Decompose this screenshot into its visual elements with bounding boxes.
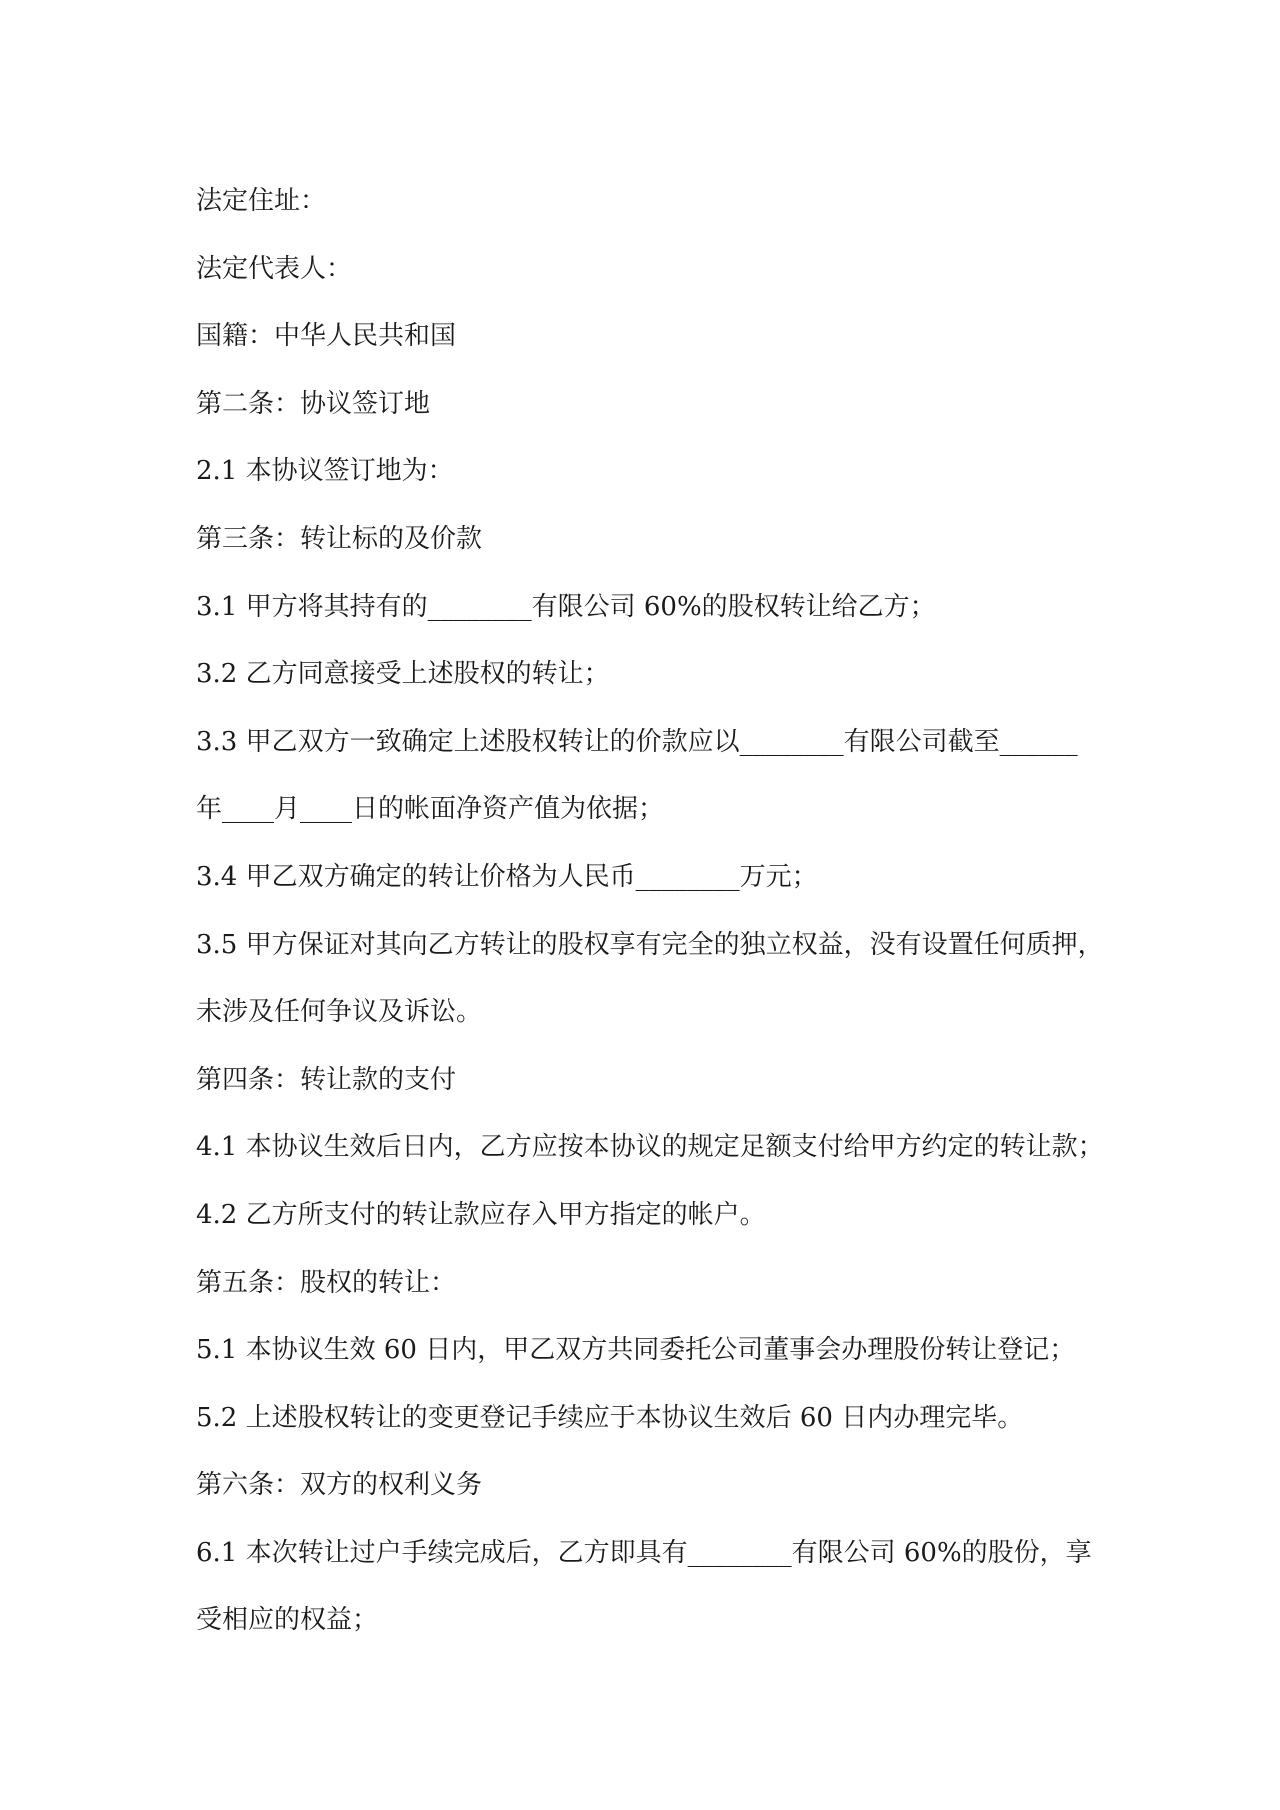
article-heading-6: 第六条：双方的权利义务	[196, 1470, 483, 1501]
document-body	[196, 168, 1104, 1655]
clause-3-3: 3.3 甲乙双方一致确定上述股权转让的价款应以________有限公司截至______	[196, 726, 1078, 757]
text-line-legal-address: 法定住址：	[196, 186, 327, 216]
article-heading-4: 第四条：转让款的支付	[196, 1064, 457, 1095]
clause-4-1: 4.1 本协议生效后日内，乙方应按本协议的规定足额支付给甲方约定的转让款；	[196, 1132, 1104, 1163]
clause-4-2: 4.2 乙方所支付的转让款应存入甲方指定的帐户。	[196, 1199, 766, 1230]
clause-3-5: 3.5 甲方保证对其向乙方转让的股权享有完全的独立权益，没有设置任何质押，	[196, 929, 1104, 960]
clause-2-1: 2.1 本协议签订地为：	[196, 456, 454, 487]
clause-3-4: 3.4 甲乙双方确定的转让价格为人民币________万元；	[196, 861, 818, 892]
clause-6-1: 6.1 本次转让过户手续完成后，乙方即具有________有限公司 60%的股份，享	[196, 1537, 1092, 1568]
clause-3-1: 3.1 甲方将其持有的________有限公司 60%的股权转让给乙方；	[196, 591, 936, 622]
clause-6-1-continued: 受相应的权益；	[196, 1605, 379, 1636]
clause-3-5-continued: 未涉及任何争议及诉讼。	[196, 997, 483, 1028]
text-line-legal-representative: 法定代表人：	[196, 253, 353, 284]
clause-3-2: 3.2 乙方同意接受上述股权的转让；	[196, 659, 610, 690]
clause-5-1: 5.1 本协议生效 60 日内，甲乙双方共同委托公司董事会办理股份转让登记；	[196, 1335, 1076, 1366]
clause-5-2: 5.2 上述股权转让的变更登记手续应于本协议生效后 60 日内办理完毕。	[196, 1402, 1024, 1433]
article-heading-3: 第三条：转让标的及价款	[196, 523, 483, 554]
text-line-nationality: 国籍：中华人民共和国	[196, 321, 457, 352]
article-heading-2: 第二条：协议签订地	[196, 388, 431, 419]
clause-3-3-continued: 年____月____日的帐面净资产值为依据；	[196, 794, 665, 825]
article-heading-5: 第五条：股权的转让：	[196, 1267, 457, 1298]
